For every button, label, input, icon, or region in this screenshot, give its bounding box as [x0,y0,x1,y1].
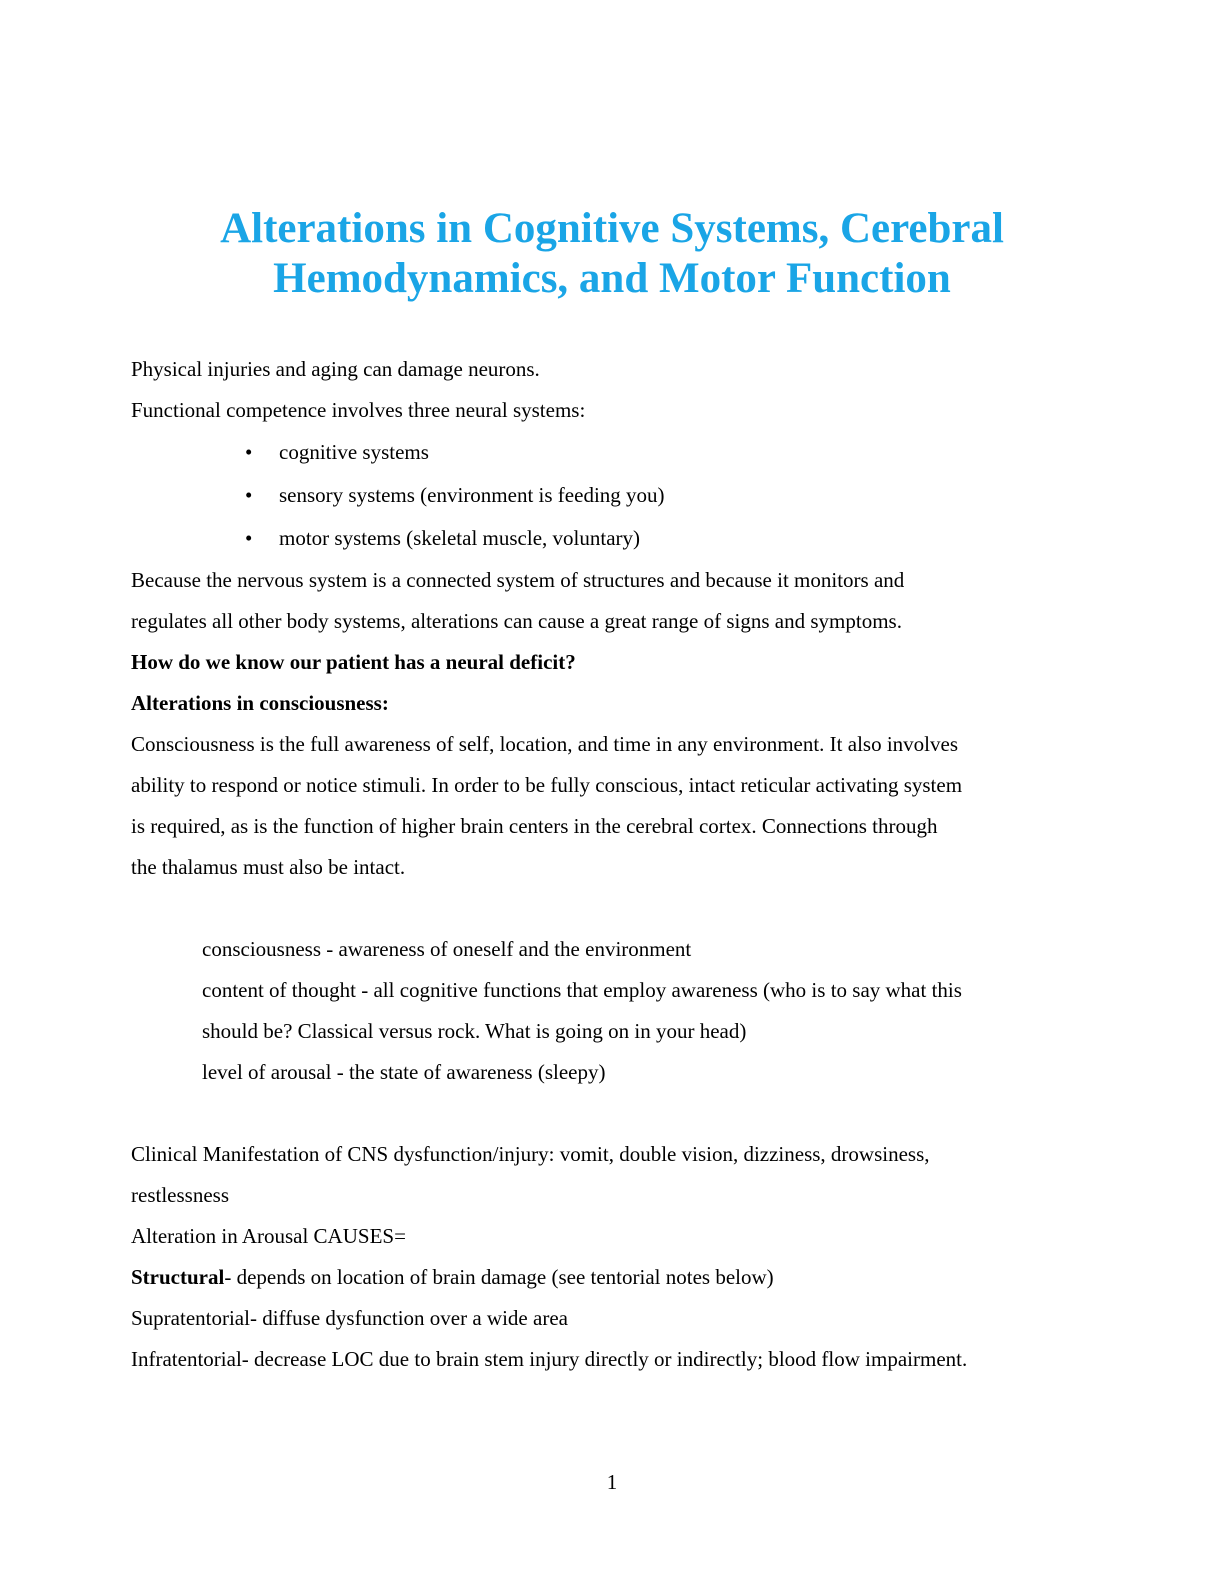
supratentorial-line: Supratentorial- diffuse dysfunction over a wide area [131,1306,568,1330]
consciousness-line-4: the thalamus must also be intact. [131,855,406,879]
title-line-1: Alterations in Cognitive Systems, Cerebral [220,205,1004,252]
clinical-line-2: restlessness [131,1183,229,1207]
structural-text: - depends on location of brain damage (see tentorial notes below) [224,1265,774,1289]
bullet-icon: • [245,440,253,464]
page-number: 1 [606,1470,618,1494]
intro-paragraph-2: Functional competence involves three neural systems: [131,398,586,422]
structural-line [131,1257,1091,1298]
structural-label: Structural [131,1265,225,1289]
list-item [131,517,1091,560]
definition-line-4: level of arousal - the state of awareness (sleepy) [202,1060,606,1084]
definition-line-1: consciousness - awareness of oneself and the environment [202,937,692,961]
heading-neural-deficit: How do we know our patient has a neural deficit? [131,650,576,674]
bullet-icon: • [245,483,253,507]
list-item [131,431,1091,474]
document-title [0,204,1224,304]
definition-line-2: content of thought - all cognitive functions that employ awareness (who is to say what this [202,978,962,1002]
blank-line [131,1093,1091,1134]
clinical-line-1: Clinical Manifestation of CNS dysfunction/injury: vomit, double vision, dizziness, drowsiness, [131,1142,930,1166]
nervous-system-line-2: regulates all other body systems, alterations can cause a great range of signs and symptoms. [131,609,902,633]
infratentorial-line: Infratentorial- decrease LOC due to brain stem injury directly or indirectly; blood flow impairment. [131,1347,968,1371]
consciousness-line-2: ability to respond or notice stimuli. In order to be fully conscious, intact reticular activating system [131,773,963,797]
consciousness-line-3: is required, as is the function of higher brain centers in the cerebral cortex. Connections through [131,814,938,838]
bullet-icon: • [245,526,253,550]
document-body [131,349,1091,1380]
title-line-2: Hemodynamics, and Motor Function [273,255,951,302]
nervous-system-line-1: Because the nervous system is a connected system of structures and because it monitors and [131,568,905,592]
heading-consciousness: Alterations in consciousness: [131,691,389,715]
list-item [131,474,1091,517]
intro-paragraph-1: Physical injuries and aging can damage neurons. [131,357,540,381]
definition-line-3: should be? Classical versus rock. What is going on in your head) [202,1019,747,1043]
list-item-text: motor systems (skeletal muscle, voluntary) [279,526,641,550]
list-item-text: cognitive systems [279,440,429,464]
arousal-causes: Alteration in Arousal CAUSES= [131,1224,406,1248]
neural-systems-list [131,431,1091,560]
blank-line [131,888,1091,929]
list-item-text: sensory systems (environment is feeding you) [279,483,665,507]
consciousness-line-1: Consciousness is the full awareness of self, location, and time in any environment. It also involves [131,732,958,756]
